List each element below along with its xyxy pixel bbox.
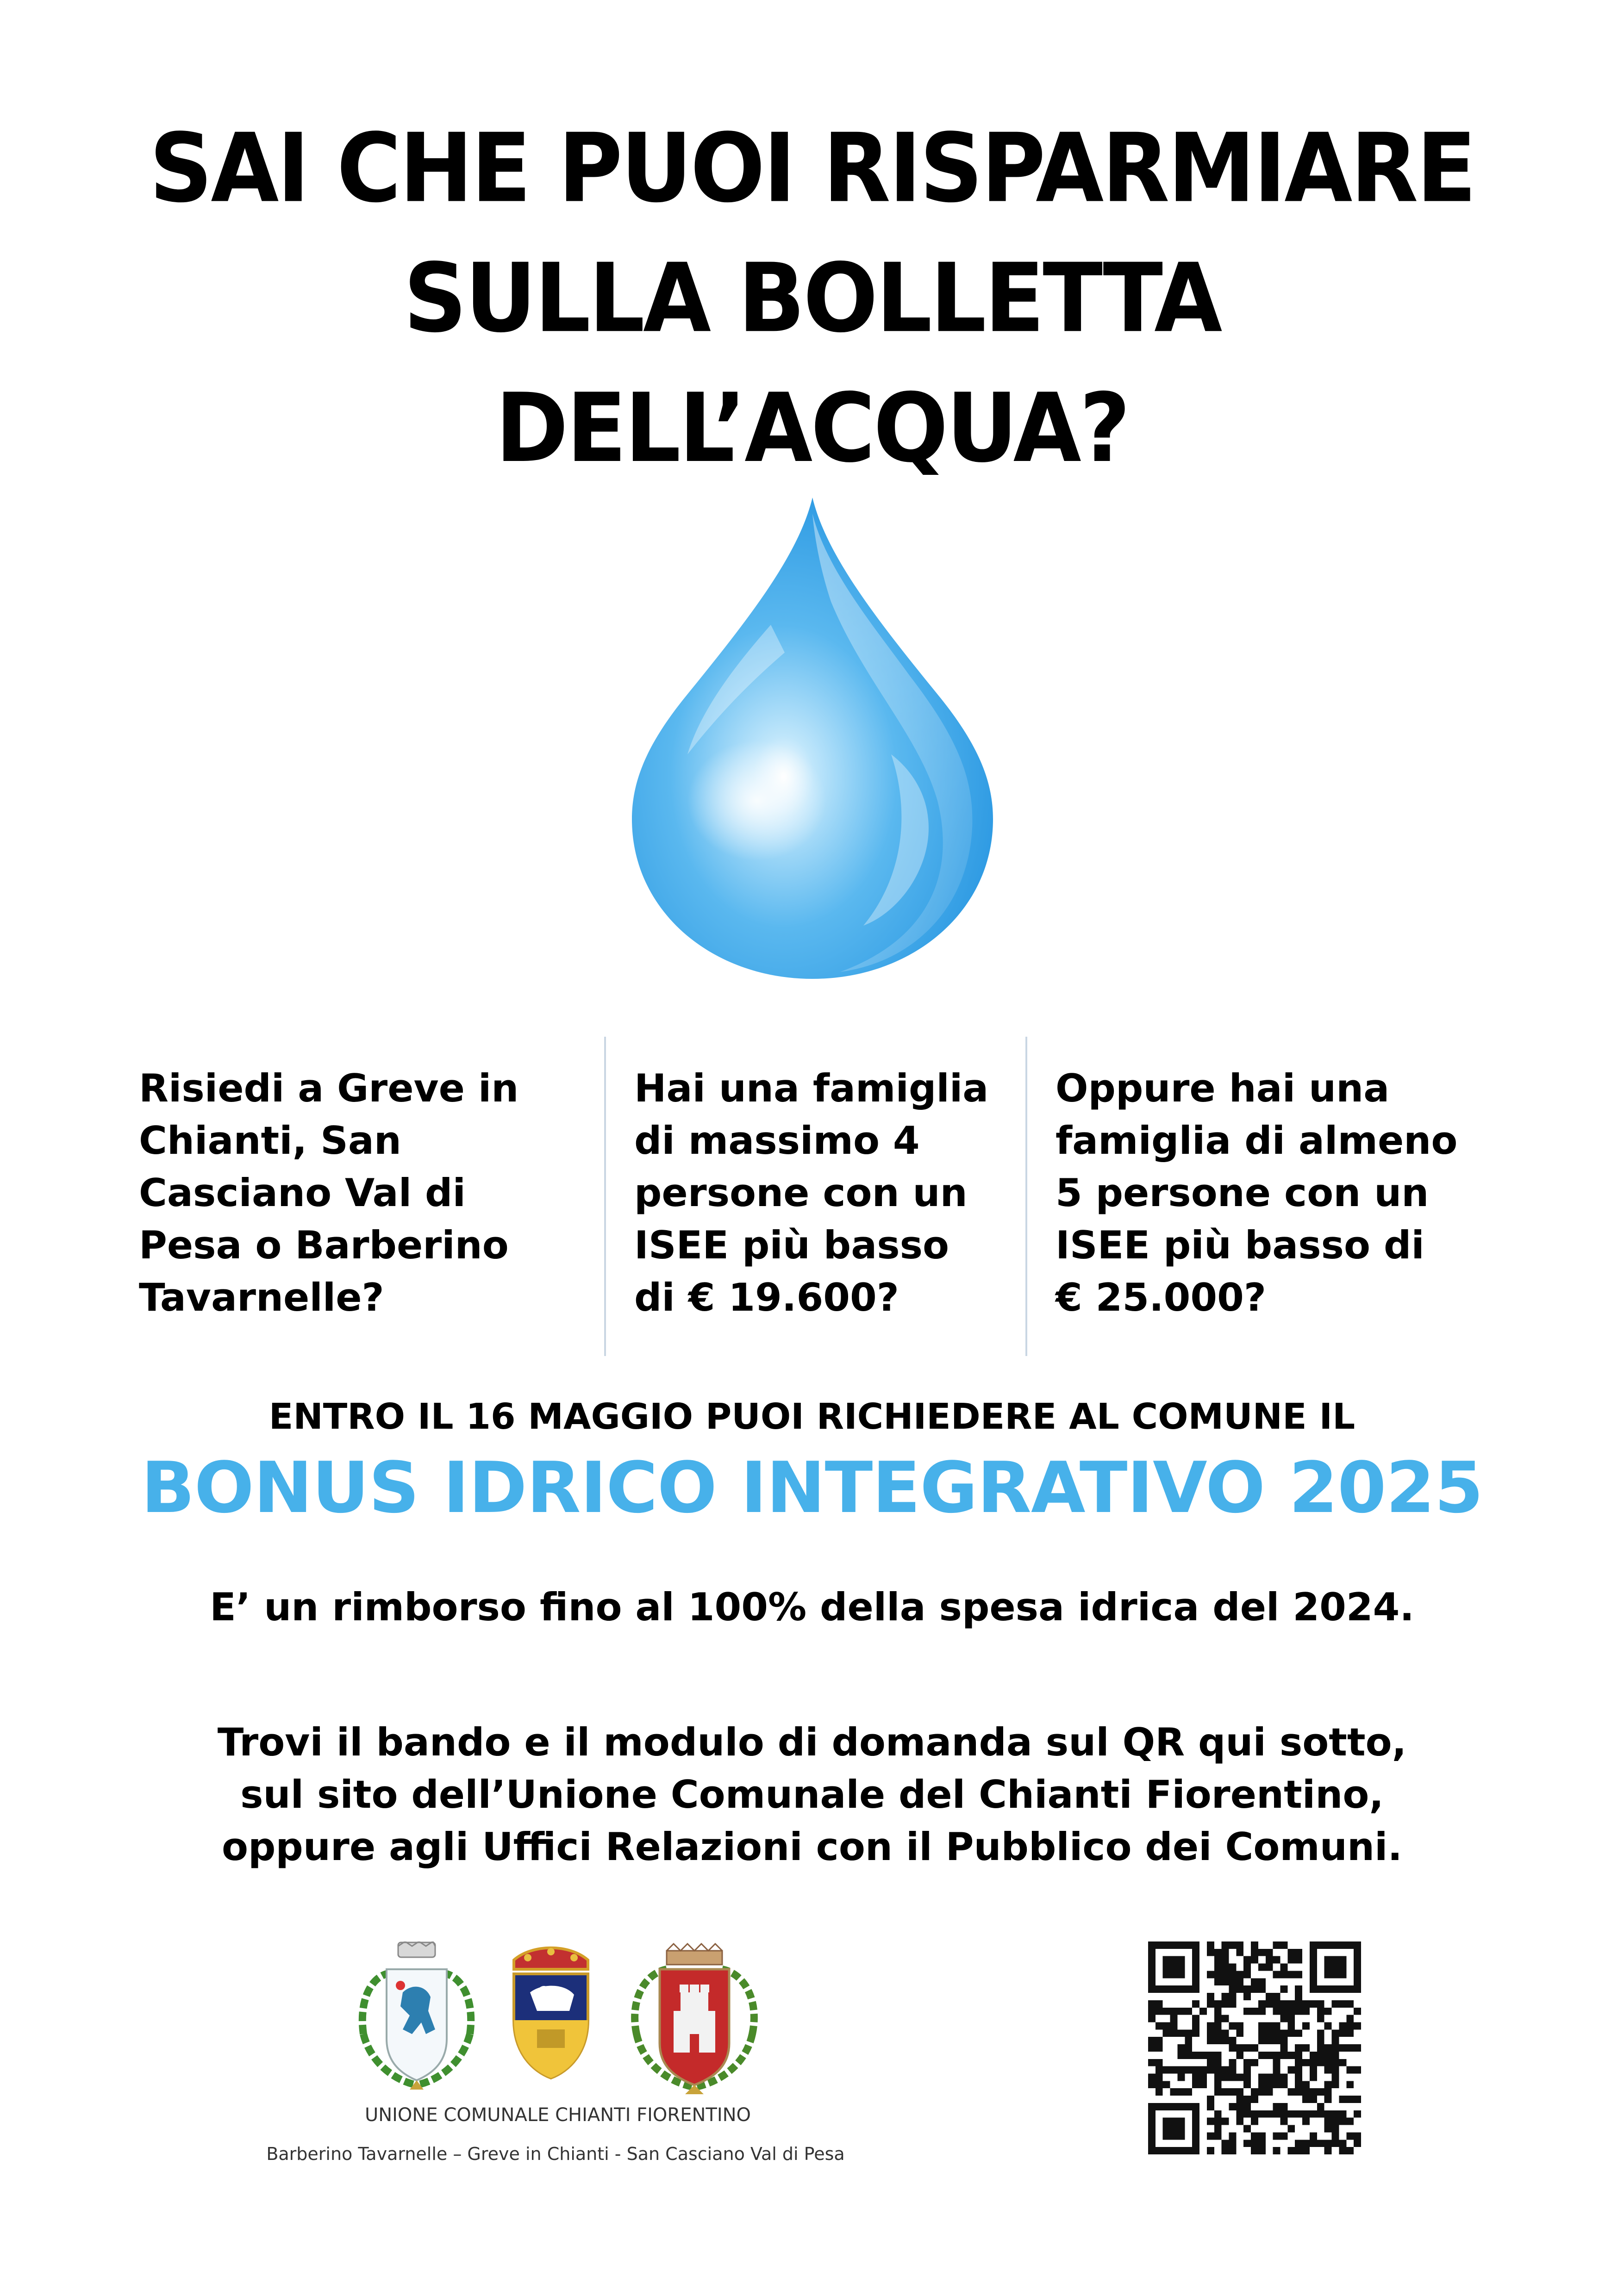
info-column-line: ISEE più basso xyxy=(634,1223,949,1268)
qr-code-icon[interactable] xyxy=(1148,1941,1361,2154)
info-column-line: Pesa o Barberino xyxy=(139,1223,509,1268)
headline-line-3: DELL’ACQUA? xyxy=(495,373,1129,484)
refund-text: E’ un rimborso fino al 100% della spesa idrica del 2024. xyxy=(210,1585,1414,1630)
info-column-line: Tavarnelle? xyxy=(139,1275,384,1320)
info-line: oppure agli Uffici Relazioni con il Pubblico dei Comuni. xyxy=(221,1824,1403,1869)
municipal-crests xyxy=(352,1941,768,2099)
info-column-line: ISEE più basso di xyxy=(1056,1223,1424,1268)
bonus-title: BONUS IDRICO INTEGRATIVO 2025 xyxy=(141,1447,1483,1529)
info-column-line: di massimo 4 xyxy=(634,1118,920,1163)
column-divider xyxy=(604,1037,606,1356)
info-column-line: persone con un xyxy=(634,1170,968,1215)
headline xyxy=(0,104,1624,493)
info-column-line: 5 persone con un xyxy=(1056,1170,1429,1215)
greve-in-chianti-crest-icon xyxy=(514,1948,588,2078)
barberino-tavarnelle-crest-icon xyxy=(362,1941,471,2090)
info-paragraph xyxy=(0,1716,1624,1873)
info-column-line: Risiedi a Greve in xyxy=(139,1066,519,1111)
san-casciano-crest-icon xyxy=(635,1944,754,2094)
headline-line-2: SULLA BOLLETTA xyxy=(403,243,1221,354)
info-column-line: famiglia di almeno xyxy=(1056,1118,1458,1163)
info-line: Trovi il bando e il modulo di domanda sul QR qui sotto, xyxy=(217,1720,1407,1765)
water-drop-icon xyxy=(632,495,993,981)
info-column-line: Casciano Val di xyxy=(139,1170,466,1215)
info-column-line: € 25.000? xyxy=(1056,1275,1267,1320)
deadline-text: ENTRO IL 16 MAGGIO PUOI RICHIEDERE AL COMUNE IL xyxy=(269,1396,1355,1437)
info-column-small-family xyxy=(634,1062,988,1324)
union-name: UNIONE COMUNALE CHIANTI FIORENTINO xyxy=(364,2104,751,2126)
info-column-line: Hai una famiglia xyxy=(634,1066,989,1111)
info-column-line: Chianti, San xyxy=(139,1118,401,1163)
info-column-line: di € 19.600? xyxy=(634,1275,899,1320)
column-divider xyxy=(1025,1037,1027,1356)
info-line: sul sito dell’Unione Comunale del Chianti Fiorentino, xyxy=(240,1772,1384,1817)
info-column-large-family xyxy=(1056,1062,1457,1324)
headline-line-1: SAI CHE PUOI RISPARMIARE xyxy=(149,113,1475,224)
info-column-residence xyxy=(139,1062,518,1324)
info-column-line: Oppure hai una xyxy=(1056,1066,1390,1111)
union-towns: Barberino Tavarnelle – Greve in Chianti - San Casciano Val di Pesa xyxy=(266,2144,845,2164)
